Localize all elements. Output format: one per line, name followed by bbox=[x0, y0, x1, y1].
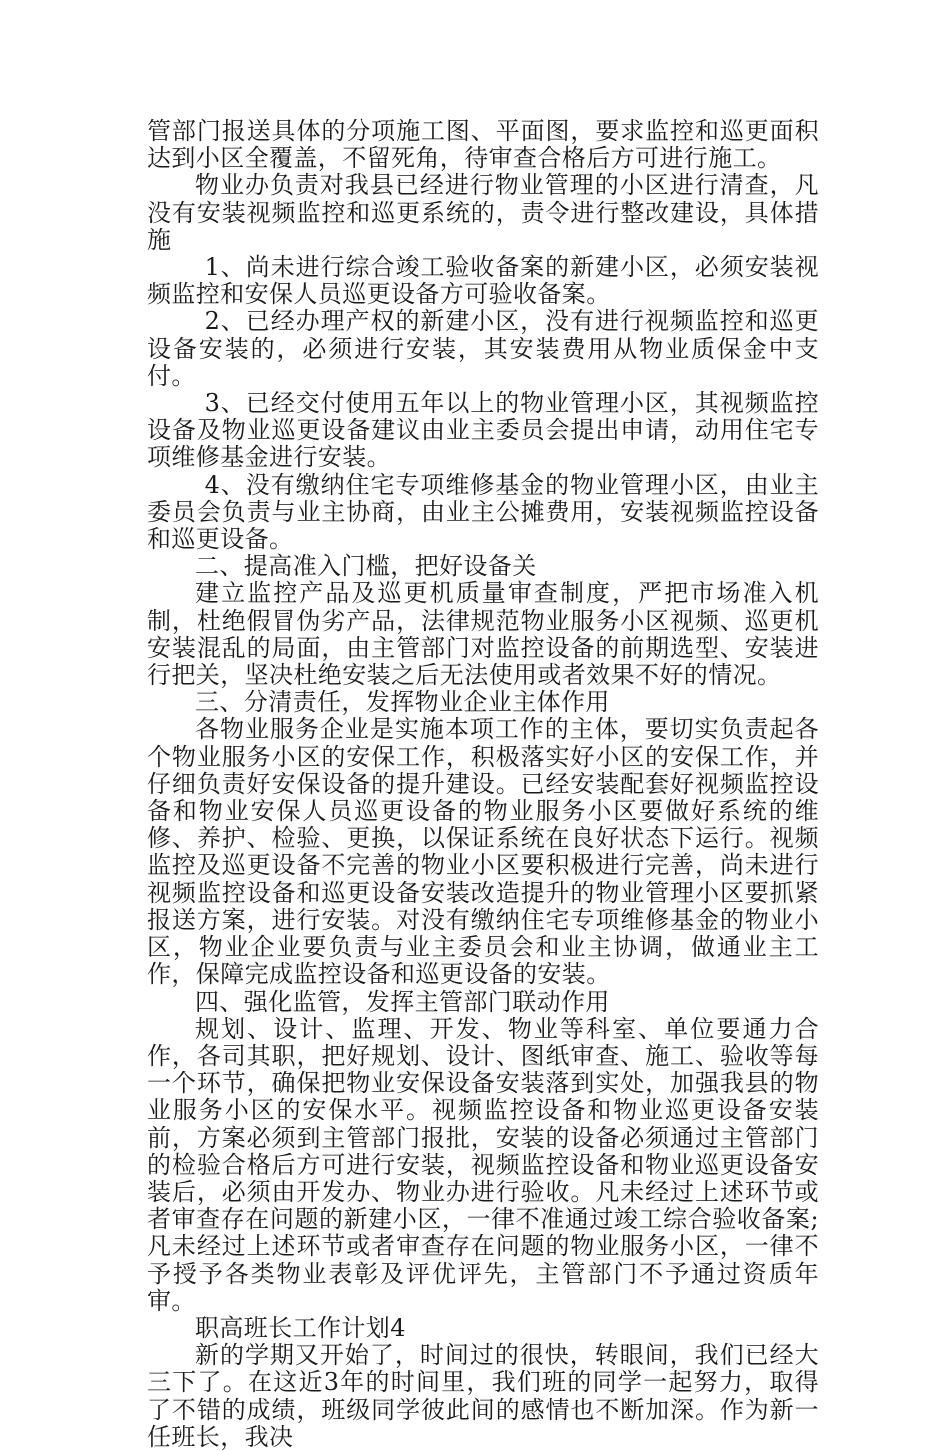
paragraph-4: 2、已经办理产权的新建小区，没有进行视频监控和巡更设备安装的，必须进行安装，其安装费用从物业质保金中支付。 bbox=[147, 307, 819, 390]
document-body bbox=[147, 118, 819, 1451]
section-heading-4: 四、强化监管，发挥主管部门联动作用 bbox=[195, 987, 610, 1016]
paragraph-6: 4、没有缴纳住宅专项维修基金的物业管理小区，由业主委员会负责与业主协商，由业主公摊费用，安装视频监控设备和巡更设备。 bbox=[147, 470, 819, 554]
document-title: 职高班长工作计划4 bbox=[195, 1313, 406, 1342]
paragraph-1: 管部门报送具体的分项施工图、平面图，要求监控和巡更面积达到小区全覆盖，不留死角，待审查合格后方可进行施工。 bbox=[147, 117, 819, 173]
section-heading-3: 三、分清责任，发挥物业企业主体作用 bbox=[195, 688, 610, 717]
paragraph-8: 各物业服务企业是实施本项工作的主体，要切实负责起各个物业服务小区的安保工作，积极落实好小区的安保工作，并仔细负责好安保设备的提升建设。已经安装配套好视频监控设备和物业安保人员巡更设备的物业服务小区要做好系统的维修、养护、检验、更换，以保证系统在良好状态下运行。视频监控及巡更设备不完善的物业小区要积极进行完善，尚未进行视频监控设备和巡更设备安装改造提升的物业管理小区要抓紧报送方案，进行安装。对没有缴纳住宅专项维修基金的物业小区，物业企业要负责与业主委员会和业主协调，做通业主工作，保障完成监控设备和巡更设备的安装。 bbox=[147, 715, 819, 989]
paragraph-3: 1、尚未进行综合竣工验收备案的新建小区，必须安装视频监控和安保人员巡更设备方可验收备案。 bbox=[147, 253, 819, 309]
paragraph-5: 3、已经交付使用五年以上的物业管理小区，其视频监控设备及物业巡更设备建议由业主委员会提出申请，动用住宅专项维修基金进行安装。 bbox=[147, 389, 819, 472]
section-heading-2: 二、提高准入门槛，把好设备关 bbox=[195, 552, 537, 581]
paragraph-9: 规划、设计、监理、开发、物业等科室、单位要通力合作，各司其职，把好规划、设计、图纸审查、施工、验收等每一个环节，确保把物业安保设备安装落到实处，加强我县的物业服务小区的安保水平。视频监控设备和物业巡更设备安装前，方案必须到主管部门报批，安装的设备必须通过主管部门的检验合格后方可进行安装，视频监控设备和物业巡更设备安装后，必须由开发办、物业办进行验收。凡未经过上述环节或者审查存在问题的新建小区，一律不准通过竣工综合验收备案;凡未经过上述环节或者审查存在问题的物业服务小区，一律不予授予各类物业表彰及评优评先，主管部门不予通过资质年审。 bbox=[147, 1014, 819, 1315]
paragraph-2: 物业办负责对我县已经进行物业管理的小区进行清查，凡没有安装视频监控和巡更系统的，责令进行整改建设，具体措施 bbox=[147, 171, 819, 254]
paragraph-7: 建立监控产品及巡更机质量审查制度，严把市场准入机制，杜绝假冒伪劣产品，法律规范物业服务小区视频、巡更机安装混乱的局面，由主管部门对监控设备的前期选型、安装进行把关，坚决杜绝安装之后无法使用或者效果不好的情况。 bbox=[147, 579, 819, 690]
paragraph-10: 新的学期又开始了，时间过的很快，转眼间，我们已经大三下了。在这近3年的时间里，我们班的同学一起努力，取得了不错的成绩，班级同学彼此间的感情也不断加深。作为新一任班长，我决 bbox=[147, 1341, 819, 1451]
